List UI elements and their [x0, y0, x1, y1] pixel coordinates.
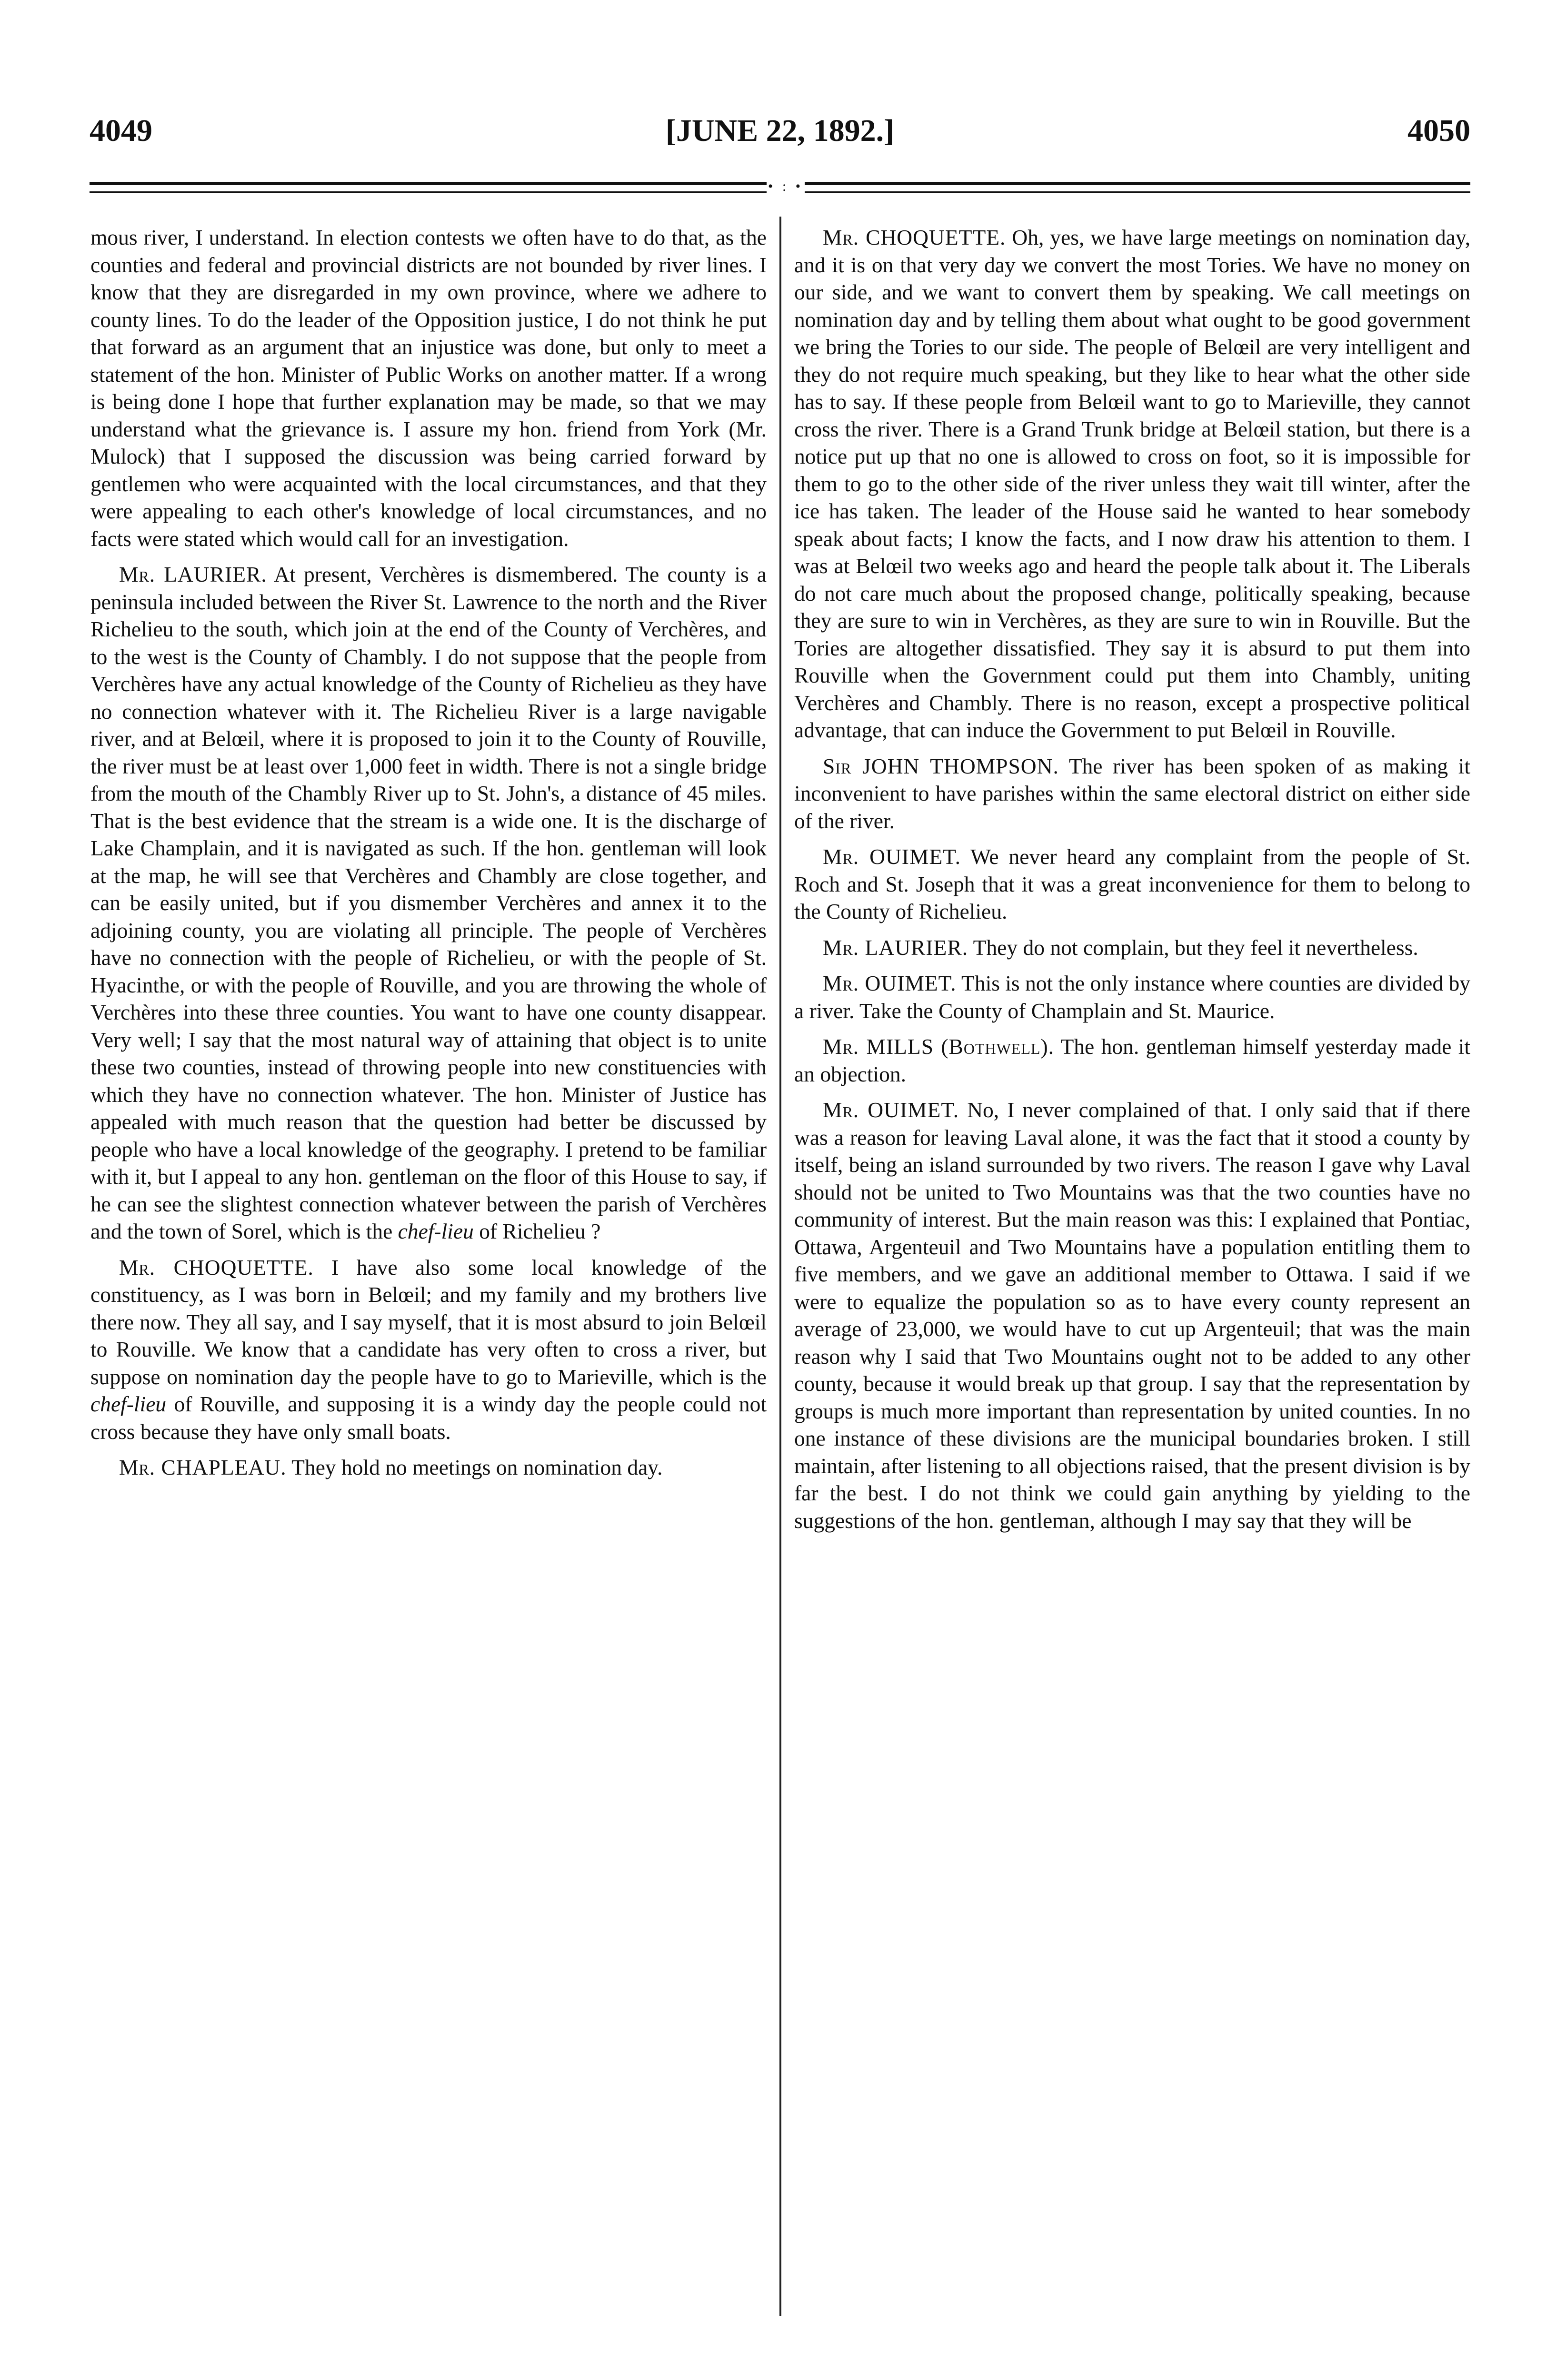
paragraph — [90, 1254, 767, 1446]
page-number-left: 4049 — [90, 113, 152, 148]
paragraph-text: We never heard any complaint from the people of St. Roch and St. Joseph that it was a great inconvenience for them to belong to the County of Richelieu. — [794, 844, 1470, 923]
paragraph — [90, 561, 767, 1245]
speaker-name: Mr. CHOQUETTE. — [119, 1255, 314, 1279]
speaker-name: Mr. CHOQUETTE. — [823, 225, 1006, 249]
speaker-name: Mr. MILLS (Bothwell). — [823, 1034, 1054, 1059]
paragraph-text: I have also some local knowledge of the constituency, as I was born in Belœil; and my family and my brothers live there now. They all say, and I say myself, that it is most absurd to join Belœil to Rouville. We know that a candidate has very often to cross a river, but suppose on nomination day the people have to go to Marieville, which is the — [90, 1255, 767, 1389]
paragraph-text: This is not the only instance where counties are divided by a river. Take the County of Champlain and St. Maurice. — [794, 971, 1471, 1023]
paragraph — [794, 1033, 1470, 1088]
paragraph — [794, 843, 1470, 925]
paragraph-text: The hon. gentleman himself yesterday made it an objection. — [794, 1034, 1470, 1086]
paragraph — [90, 1454, 767, 1481]
speaker-name: Mr. CHAPLEAU. — [119, 1455, 287, 1479]
italic-term: chef-lieu — [398, 1219, 474, 1243]
paragraph — [90, 224, 767, 552]
paragraph-text: They do not complain, but they feel it nevertheless. — [968, 935, 1418, 960]
paragraph — [794, 224, 1470, 744]
paragraph — [794, 753, 1470, 835]
paragraph-text-tail: of Rouville, and supposing it is a windy day the people could not cross because they have only small boats. — [90, 1392, 767, 1444]
paragraph-text: No, I never complained of that. I only said that if there was a reason for leaving Laval alone, it was the fact that it stood a county by itself, being an island surrounded by two rivers. The reason I gave why Laval should not be united to Two Mountains was that the two counties have no community of interest. But the main reason was this: I explained that Pontiac, Ottawa, Argenteuil and Two Mountains have a population entitling them to five members, and we gave an additional member to Ottawa. I said if we were to equalize the population so as to have every county represent an average of 23,000, we would have to cut up Argenteuil; that was the main reason why I said that Two Mountains ought not to be added to any other county, because it would break up that group. I say that the representation by groups is much more important than representation by united counties. In no one instance of these divisions are the municipal boundaries broken. I still maintain, after listening to all objections raised, that the present division is by far the best. I do not think we could gain anything by yielding to the suggestions of the hon. gentleman, although I may say that they will be — [794, 1098, 1470, 1533]
rule-ornament: • : • — [767, 177, 805, 196]
page-date: [JUNE 22, 1892.] — [665, 113, 895, 148]
paragraph — [794, 1096, 1470, 1534]
page-number-right: 4050 — [1407, 113, 1470, 148]
italic-term: chef-lieu — [90, 1392, 167, 1416]
speaker-name: Mr. OUIMET. — [823, 971, 957, 995]
speaker-name: Sir JOHN THOMPSON. — [823, 754, 1059, 778]
page-header — [90, 105, 1470, 157]
left-column — [90, 224, 767, 1490]
paragraph — [794, 970, 1470, 1024]
paragraph-text-tail: of Richelieu ? — [473, 1219, 601, 1243]
column-divider — [779, 217, 781, 2316]
paragraph — [794, 934, 1470, 962]
speaker-name: Mr. OUIMET. — [823, 1098, 959, 1122]
speaker-name: Mr. LAURIER. — [119, 562, 267, 586]
right-column — [794, 224, 1470, 1543]
paragraph-text: The river has been spoken of as making it inconvenient to have parishes within the same electoral district on either side of the river. — [794, 754, 1470, 833]
speaker-name: Mr. LAURIER. — [823, 935, 968, 960]
paragraph-text: mous river, I understand. In election contests we often have to do that, as the counties and federal and provincial districts are not bounded by river lines. I know that they are disregarded in my own province, where we adhere to county lines. To do the leader of the Opposition justice, I do not think he put that forward as an argument that an injustice was done, but only to meet a statement of the hon. Minister of Public Works on another matter. If a wrong is being done I hope that further explanation may be made, so that we may understand what the grievance is. I assure my hon. friend from York (Mr. Mulock) that I supposed the discussion was being carried forward by gentlemen who were acquainted with the local circumstances, and that they were appealing to each other's knowledge of local circumstances, and no facts were stated which would call for an investigation. — [90, 225, 767, 551]
paragraph-text: They hold no meetings on nomination day. — [286, 1455, 663, 1479]
speaker-name: Mr. OUIMET. — [823, 844, 961, 869]
paragraph-text: Oh, yes, we have large meetings on nomination day, and it is on that very day we convert the most Tories. We have no money on our side, and we want to convert them by speaking. We call meetings on nomination day and by telling them about what ought to be good government we bring the Tories to our side. The people of Belœil are very intelligent and they do not require much speaking, but they like to hear what the other side has to say. If these people from Belœil want to go to Marieville, they cannot cross the river. There is a Grand Trunk bridge at Belœil station, but there is a notice put up that no one is allowed to cross on foot, so it is impossible for them to go to the other side of the river unless they wait till winter, after the ice has taken. The leader of the House said he wanted to hear somebody speak about facts; I know the facts, and I now draw his attention to them. I was at Belœil two weeks ago and heard the people talk about it. The Liberals do not care much about the proposed change, politically speaking, because they are sure to win in Verchères, as they are sure to win in Rouville. But the Tories are altogether dissatisfied. They say it is absurd to put them into Rouville when the Government could put them into Chambly, uniting Verchères and Chambly. There is no reason, except a prospective political advantage, that can induce the Government to put Belœil in Rouville. — [794, 225, 1470, 742]
paragraph-text: At present, Verchères is dismembered. The county is a peninsula included between the River St. Lawrence to the north and the River Richelieu to the south, which join at the end of the County of Verchères, and to the west is the County of Chambly. I do not suppose that the people from Verchères have any actual knowledge of the County of Richelieu as they have no connection whatever with it. The Richelieu River is a large navigable river, and at Belœil, where it is proposed to join it to the County of Rouville, the river must be at least over 1,000 feet in width. There is not a single bridge from the mouth of the Chambly River up to St. John's, a distance of 45 miles. That is the best evidence that the stream is a wide one. It is the discharge of Lake Champlain, and it is navigated as such. If the hon. gentleman will look at the map, he will see that Verchères and Chambly are close together, and can be easily united, but if you dismember Verchères and annex it to the adjoining county, you are violating all principle. The people of Verchères have no connection with the people of Richelieu, or with the people of St. Hyacinthe, or with the people of Rouville, and you are throwing the whole of Verchères into these three counties. You want to have one county disappear. Very well; I say that the most natural way of attaining that object is to unite these two counties, instead of throwing people into new constituencies with which they have no connection whatever. The hon. Minister of Justice has appealed with much reason that the question had better be discussed by people who have a local knowledge of the geography. I pretend to be familiar with it, but I appeal to any hon. gentleman on the floor of this House to say, if he can see the slightest connection whatever between the parish of Verchères and the town of Sorel, which is the — [90, 562, 767, 1243]
